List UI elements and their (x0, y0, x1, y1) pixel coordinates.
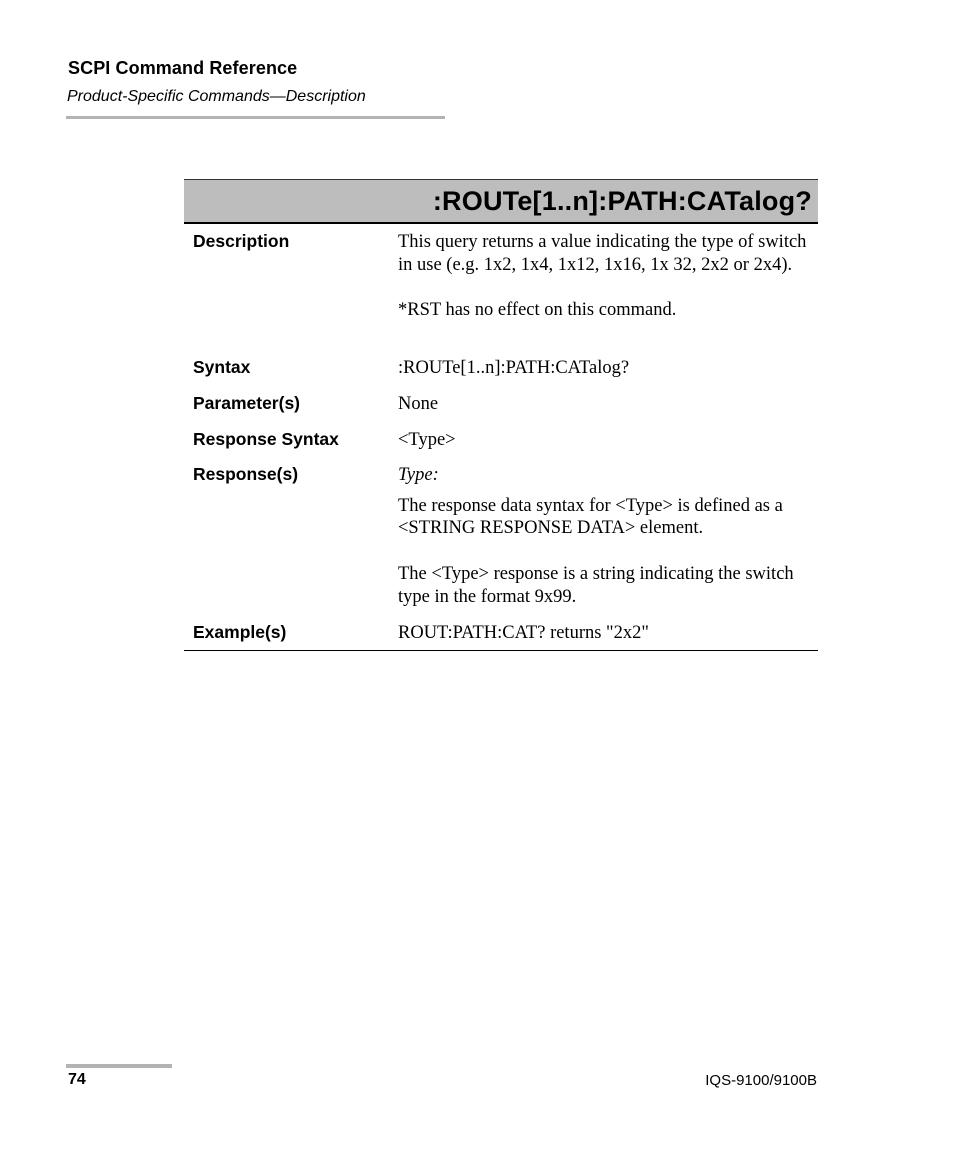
row-label: Syntax (193, 357, 251, 377)
command-title: :ROUTe[1..n]:PATH:CATalog? (432, 185, 812, 216)
description-text: This query returns a value indicating the type of switch in use (e.g. 1x2, 1x4, 1x12, 1x16, 1x 32, 2x2 or 2x4). (398, 232, 807, 275)
row-label: Parameter(s) (193, 393, 300, 413)
header-divider (66, 116, 445, 119)
row-value (398, 231, 818, 322)
row-label: Response Syntax (193, 429, 339, 449)
row-label: Example(s) (193, 622, 287, 642)
syntax-value: :ROUTe[1..n]:PATH:CATalog? (398, 358, 630, 378)
row-label: Description (193, 231, 290, 251)
response-data-syntax-text: The response data syntax for <Type> is defined as a <STRING RESPONSE DATA> element. (398, 495, 783, 539)
section-title: SCPI Command Reference (68, 58, 298, 78)
responses-value (398, 464, 818, 608)
example-value: ROUT:PATH:CAT? returns "2x2" (398, 623, 649, 643)
footer-divider (66, 1064, 172, 1068)
command-title-bar (184, 179, 818, 224)
parameters-value: None (398, 394, 439, 414)
document-id: IQS-9100/9100B (705, 1072, 817, 1089)
response-description-text: The <Type> response is a string indicating the switch type in the format 9x99. (398, 563, 794, 607)
row-label: Response(s) (193, 464, 299, 484)
response-param-name: Type: (398, 465, 439, 485)
response-syntax-value: <Type> (398, 430, 456, 450)
rst-note: *RST has no effect on this command. (398, 300, 677, 321)
table-bottom-divider (184, 650, 818, 651)
page-number: 74 (68, 1071, 86, 1088)
command-table (184, 179, 818, 643)
section-subtitle: Product-Specific Commands—Description (67, 88, 366, 105)
